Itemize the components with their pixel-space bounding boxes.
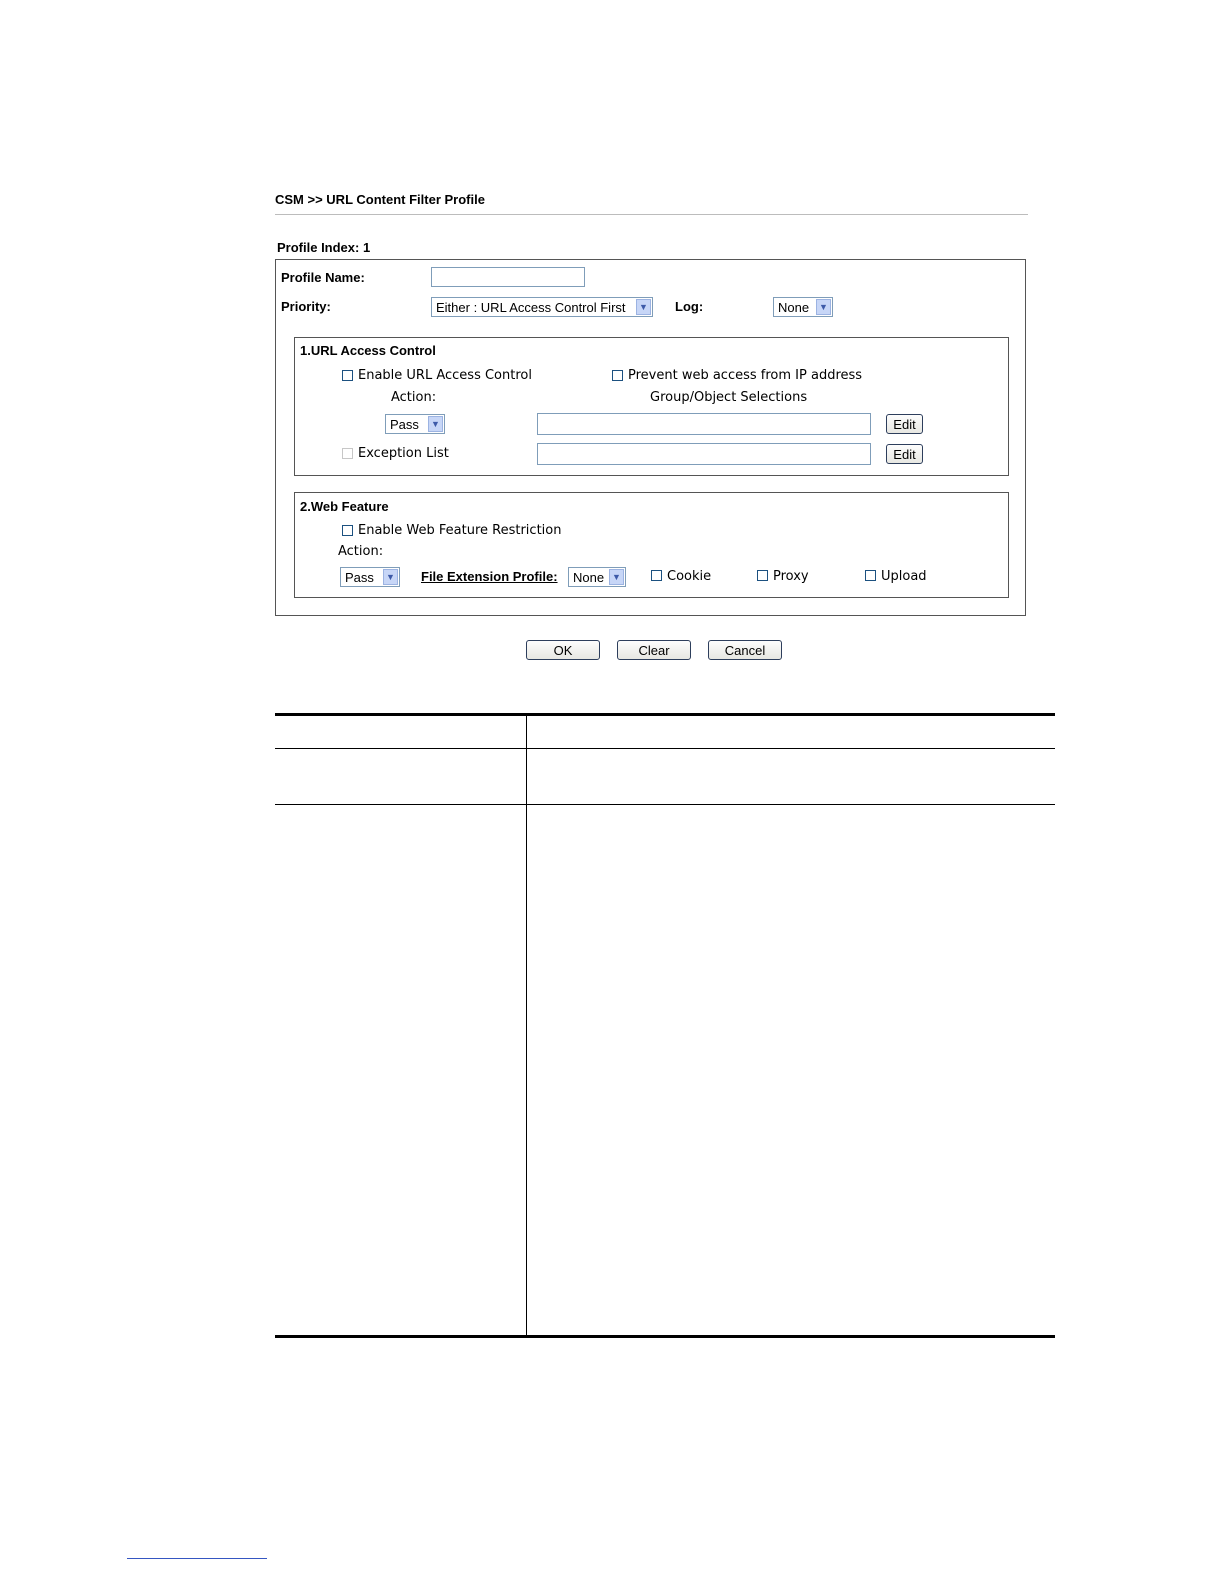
web-action-select-value: Pass xyxy=(345,569,374,585)
page-title: CSM >> URL Content Filter Profile xyxy=(275,192,485,207)
cookie-label: Cookie xyxy=(667,569,712,584)
upload-label: Upload xyxy=(881,569,927,584)
edit-exception-button[interactable]: Edit xyxy=(886,444,923,464)
enable-url-access-control-label: Enable URL Access Control xyxy=(358,368,532,383)
priority-select-value: Either : URL Access Control First xyxy=(436,299,626,315)
table-row-rule xyxy=(275,804,1055,805)
group-object-selections-label: Group/Object Selections xyxy=(650,390,808,405)
url-action-select-value: Pass xyxy=(390,416,419,432)
table-column-divider xyxy=(526,715,527,1337)
title-divider xyxy=(275,214,1028,215)
log-select-value: None xyxy=(778,299,810,315)
priority-label: Priority: xyxy=(281,299,331,314)
ok-button[interactable]: OK xyxy=(526,640,600,660)
url-action-label: Action: xyxy=(391,390,437,405)
chevron-down-icon: ▼ xyxy=(816,299,831,315)
enable-web-feature-checkbox[interactable] xyxy=(342,525,353,536)
group-object-selections-input[interactable] xyxy=(537,413,871,435)
file-extension-profile-value: None xyxy=(573,569,605,585)
enable-url-access-control-checkbox[interactable] xyxy=(342,370,353,381)
table-bottom-rule xyxy=(275,1335,1055,1338)
chevron-down-icon: ▼ xyxy=(383,569,398,585)
footnote-divider xyxy=(127,1558,267,1559)
enable-web-feature-label: Enable Web Feature Restriction xyxy=(358,523,562,538)
prevent-ip-access-label: Prevent web access from IP address xyxy=(628,368,863,383)
file-extension-profile-select[interactable] xyxy=(568,567,626,587)
web-action-label: Action: xyxy=(338,544,384,559)
log-select[interactable] xyxy=(773,297,833,317)
web-action-select[interactable] xyxy=(340,567,400,587)
proxy-checkbox[interactable] xyxy=(757,570,768,581)
proxy-label: Proxy xyxy=(773,569,809,584)
exception-list-input[interactable] xyxy=(537,443,871,465)
cookie-checkbox[interactable] xyxy=(651,570,662,581)
table-header-rule xyxy=(275,748,1055,749)
profile-name-input[interactable] xyxy=(431,267,585,287)
url-access-control-title: 1.URL Access Control xyxy=(300,343,436,358)
exception-list-label: Exception List xyxy=(358,446,449,461)
chevron-down-icon: ▼ xyxy=(428,416,443,432)
priority-select[interactable] xyxy=(431,297,653,317)
exception-list-checkbox[interactable] xyxy=(342,448,353,459)
file-extension-profile-link[interactable]: File Extension Profile: xyxy=(421,569,558,584)
prevent-ip-access-checkbox[interactable] xyxy=(612,370,623,381)
chevron-down-icon: ▼ xyxy=(609,569,624,585)
upload-checkbox[interactable] xyxy=(865,570,876,581)
chevron-down-icon: ▼ xyxy=(636,299,651,315)
cancel-button[interactable]: Cancel xyxy=(708,640,782,660)
profile-index: Profile Index: 1 xyxy=(277,240,371,255)
clear-button[interactable]: Clear xyxy=(617,640,691,660)
edit-group-button[interactable]: Edit xyxy=(886,414,923,434)
profile-name-label: Profile Name: xyxy=(281,270,365,285)
url-action-select[interactable] xyxy=(385,414,445,434)
table-top-rule xyxy=(275,713,1055,716)
log-label: Log: xyxy=(675,299,704,314)
web-feature-title: 2.Web Feature xyxy=(300,499,389,514)
